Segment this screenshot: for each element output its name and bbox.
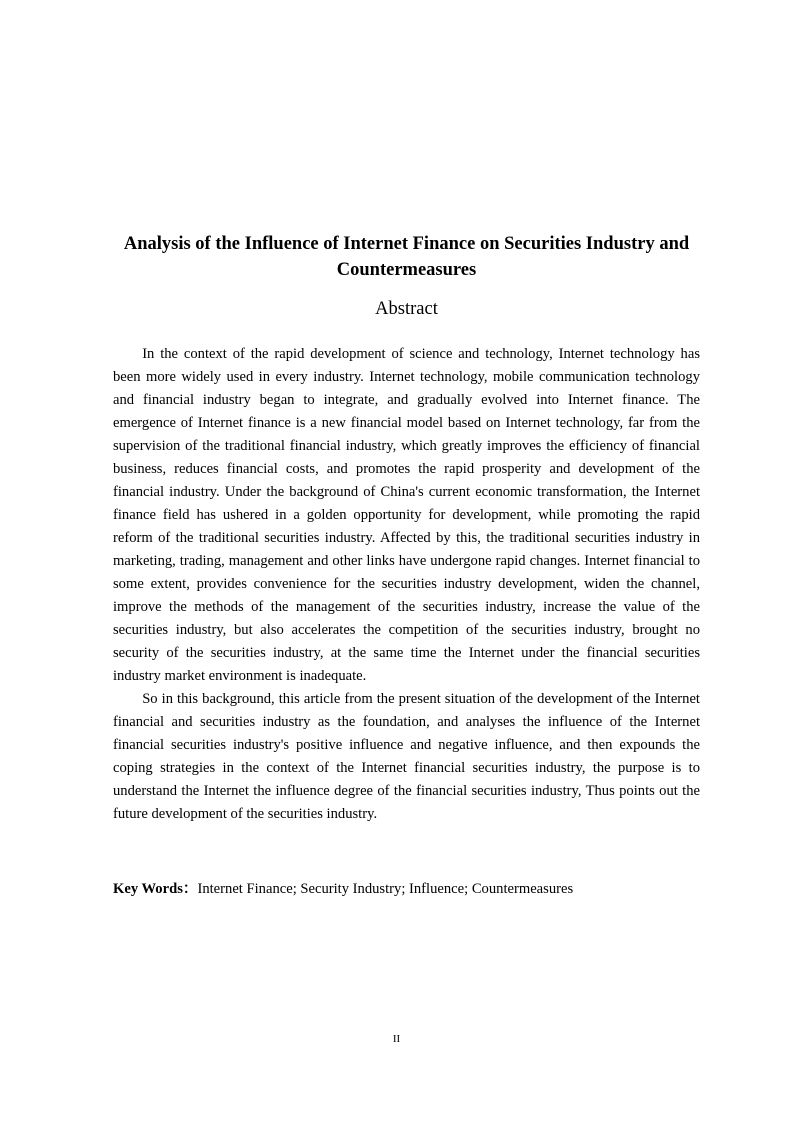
page-number: II xyxy=(392,1033,401,1045)
abstract-paragraph-1: In the context of the rapid development of science and technology, Internet technology has been more widely used in every industry. Internet technology, mobile communication technology and financial industry began to integrate, and gradually evolved into Internet finance. The emergence of Internet finance is a new financial model based on Internet technology, far from the supervision of the traditional financial industry, which greatly improves the efficiency of financial business, reduces financial costs, and promotes the rapid prosperity and development of the financial industry. Under the background of China's current economic transformation, the Internet finance field has ushered in a golden opportunity for development, while promoting the rapid reform of the traditional securities industry. Affected by this, the traditional securities industry in marketing, trading, management and other links have undergone rapid changes. Internet financial to some extent, provides convenience for the securities industry development, widen the channel, improve the methods of the management of the securities industry, increase the value of the securities industry, but also accelerates the competition of the securities industry, brought no security of the securities industry, at the same time the Internet under the financial securities industry market environment is inadequate. xyxy=(113,346,700,684)
keywords-line xyxy=(113,878,700,901)
keywords-label: Key Words： xyxy=(113,881,198,897)
document-title: Analysis of the Influence of Internet Finance on Securities Industry and Countermeasures xyxy=(123,234,690,280)
abstract-body xyxy=(113,343,700,826)
keywords-list: Internet Finance; Security Industry; Influence; Countermeasures xyxy=(197,881,574,897)
abstract-heading: Abstract xyxy=(375,299,438,319)
abstract-paragraph-2: So in this background, this article from the present situation of the development of the Internet financial and securities industry as the foundation, and analyses the influence of the Internet financial securities industry's positive influence and negative influence, and then expounds the coping strategies in the context of the Internet financial securities industry, the purpose is to understand the Internet the influence degree of the financial securities industry, Thus points out the future development of the securities industry. xyxy=(113,691,700,822)
